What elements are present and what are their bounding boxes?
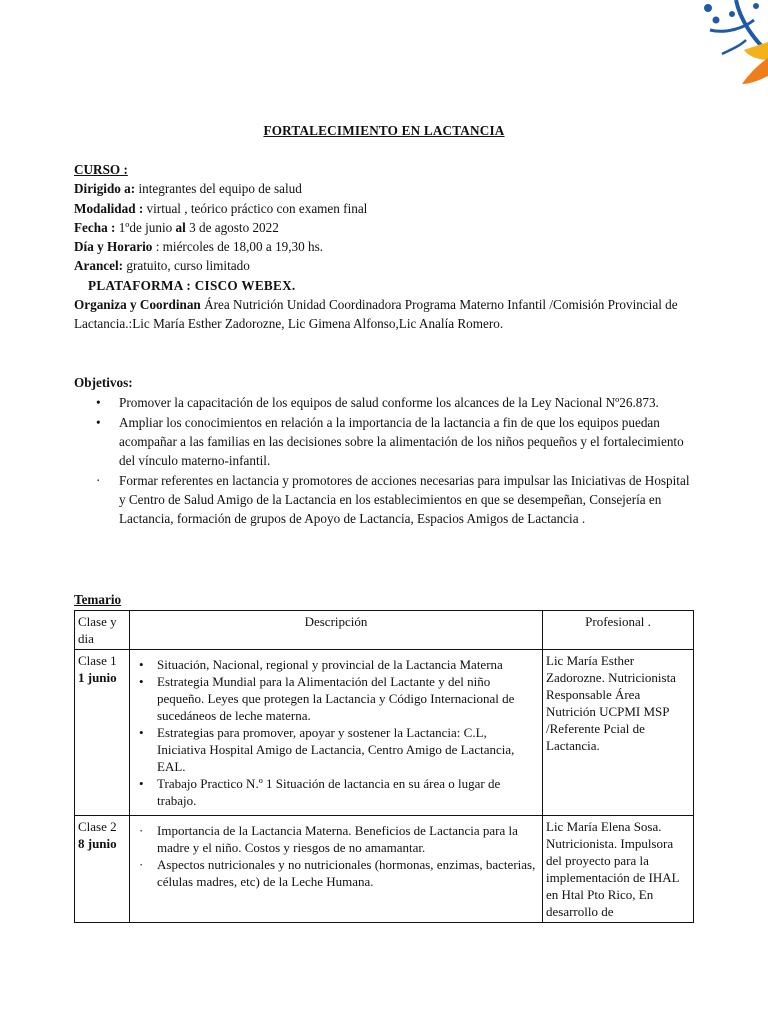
descripcion-cell [130,650,543,816]
table-row [75,816,694,923]
bullet-icon: · [139,857,144,872]
objetivos-list [74,393,694,528]
list-item-text: Estrategia Mundial para la Alimentación del Lactante y del niño pequeño. Leyes que protegen la Lactancia y Código Internacional de sucedáneos de leche materna. [157,674,515,723]
descripcion-cell [130,816,543,923]
list-item [133,822,539,856]
list-item [133,656,539,673]
ministry-logo-icon [696,0,768,88]
clase-cell [75,816,130,923]
bullet-icon: • [96,395,101,410]
header-descripcion: Descripción [130,611,543,650]
dirigido-line [74,179,694,198]
modalidad-label: Modalidad : [74,200,144,216]
list-item-text: Trabajo Practico N.º 1 Situación de lactancia en su área o lugar de trabajo. [157,776,501,808]
bullet-icon: · [96,473,101,488]
list-item [133,856,539,890]
table-header-row [75,611,694,650]
modalidad-line [74,199,694,218]
organiza-line [74,295,694,333]
header-profesional: Profesional . [543,611,694,650]
list-item [133,724,539,775]
clase-cell [75,650,130,816]
clase-label: Clase 1 [78,653,117,668]
objetivo-text: Ampliar los conocimientos en relación a la importancia de la lactancia a fin de que los equipos puedan acompañar a las familias en las decisiones sobre la alimentación de los niños pequeños y el fortalecimiento del vínculo materno-infantil. [119,415,684,468]
list-item [133,775,539,809]
dia-horario-value: : miércoles de 18,00 a 19,30 hs. [152,239,324,255]
course-info [74,160,694,333]
bullet-icon: • [139,657,144,672]
organiza-label: Organiza y Coordinan [74,297,201,313]
clase-date: 8 junio [78,836,117,851]
list-item-text: Aspectos nutricionales y no nutricionales (hormonas, enzimas, bacterias, células madres, etc) de la Leche Humana. [157,857,536,889]
bullet-icon: • [139,674,144,689]
list-item-text: Situación, Nacional, regional y provincial de la Lactancia Materna [157,657,503,672]
dirigido-value: integrantes del equipo de salud [135,181,302,197]
objetivo-item [74,393,694,412]
profesional-cell: Lic María Esther Zadorozne. Nutricionista Responsable Área Nutrición UCPMI MSP /Referente Pcial de Lactancia. [543,650,694,816]
plataforma-line: PLATAFORMA : CISCO WEBEX. [88,277,296,293]
document-title: FORTALECIMIENTO EN LACTANCIA [263,123,505,138]
header-clase-dia: Clase y dia [75,611,130,650]
organiza-value: Área Nutrición Unidad Coordinadora Programa Materno Infantil /Comisión Provincial de Lactancia.:Lic María Esther Zadorozne, Lic Gimena Alfonso,Lic Analía Romero. [74,297,678,332]
curso-label: CURSO : [74,162,128,177]
dirigido-label: Dirigido a: [74,181,136,197]
arancel-value: gratuito, curso limitado [123,258,250,274]
descripcion-list [133,656,539,809]
fecha-al: al [175,219,186,235]
dia-horario-line [74,237,694,256]
descripcion-list [133,822,539,890]
objetivo-item [74,471,694,528]
dia-horario-label: Día y Horario [74,239,153,255]
list-item [133,673,539,724]
fecha-line [74,218,694,237]
modalidad-value: virtual , teórico práctico con examen final [143,200,368,216]
objetivo-item [74,413,694,470]
bullet-icon: · [139,823,144,838]
table-row [75,650,694,816]
fecha-value-end: 3 de agosto 2022 [185,219,279,235]
objetivos-heading: Objetivos: [74,375,133,390]
arancel-line [74,256,694,275]
bullet-icon: • [139,725,144,740]
list-item-text: Importancia de la Lactancia Materna. Beneficios de Lactancia para la madre y el niño. Costos y riesgos de no amamantar. [157,823,518,855]
objetivo-text: Formar referentes en lactancia y promotores de acciones necesarias para impulsar las Iniciativas de Hospital y Centro de Salud Amigo de la Lactancia en los establecimientos en que se desempeñan, Consejería en Lactancia, formación de grupos de Apoyo de Lactancia, Espacios Amigos de Lactancia . [119,473,690,526]
objetivo-text: Promover la capacitación de los equipos de salud conforme los alcances de la Ley Nacional Nº26.873. [119,395,659,410]
arancel-label: Arancel: [74,258,124,274]
clase-date: 1 junio [78,670,117,685]
temario-heading: Temario [74,592,122,607]
bullet-icon: • [96,415,101,430]
bullet-icon: • [139,776,144,791]
fecha-value-start: 1ºde junio [115,219,176,235]
clase-label: Clase 2 [78,819,117,834]
objetivos-section [74,373,694,528]
fecha-label: Fecha : [74,219,116,235]
profesional-cell: Lic María Elena Sosa. Nutricionista. Impulsora del proyecto para la implementación de IHAL en Htal Pto Rico, En desarrollo de [543,816,694,923]
temario-table [74,610,694,923]
list-item-text: Estrategias para promover, apoyar y sostener la Lactancia: C.L, Iniciativa Hospital Amigo de Lactancia, Centro Amigo de Lactancia, EAL. [157,725,515,774]
